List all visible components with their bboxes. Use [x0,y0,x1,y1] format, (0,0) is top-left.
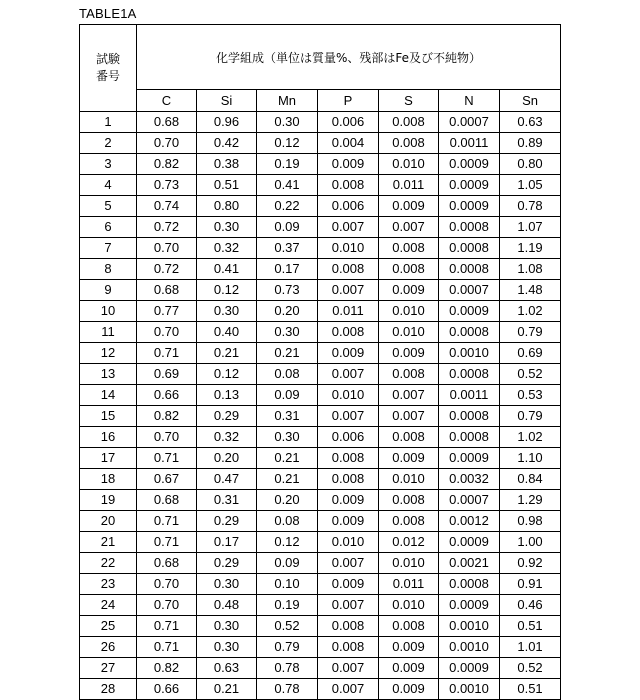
cell-c: 0.70 [137,133,197,154]
cell-mn: 0.22 [257,196,318,217]
cell-n: 0.0021 [439,553,500,574]
cell-trial-number: 10 [80,301,137,322]
cell-trial-number: 14 [80,385,137,406]
cell-si: 0.31 [197,490,257,511]
cell-c: 0.71 [137,448,197,469]
cell-n: 0.0008 [439,322,500,343]
cell-mn: 0.08 [257,364,318,385]
cell-trial-number: 2 [80,133,137,154]
cell-s: 0.008 [379,427,439,448]
cell-mn: 0.10 [257,574,318,595]
table-body [80,112,561,700]
cell-c: 0.82 [137,406,197,427]
table-row [80,679,561,700]
element-header-row [80,90,561,112]
cell-s: 0.009 [379,448,439,469]
table-row [80,322,561,343]
cell-mn: 0.31 [257,406,318,427]
cell-n: 0.0010 [439,343,500,364]
table-row [80,595,561,616]
cell-sn: 1.08 [500,259,561,280]
cell-p: 0.008 [318,259,379,280]
cell-n: 0.0009 [439,175,500,196]
cell-n: 0.0009 [439,154,500,175]
cell-mn: 0.09 [257,553,318,574]
cell-mn: 0.12 [257,532,318,553]
table-row [80,154,561,175]
element-header-p: P [318,90,379,112]
cell-n: 0.0008 [439,217,500,238]
cell-s: 0.008 [379,112,439,133]
cell-s: 0.008 [379,364,439,385]
cell-n: 0.0011 [439,133,500,154]
cell-mn: 0.09 [257,217,318,238]
cell-s: 0.009 [379,280,439,301]
cell-p: 0.008 [318,175,379,196]
cell-c: 0.82 [137,658,197,679]
cell-s: 0.008 [379,238,439,259]
cell-p: 0.006 [318,427,379,448]
cell-trial-number: 5 [80,196,137,217]
cell-mn: 0.21 [257,448,318,469]
cell-s: 0.010 [379,154,439,175]
cell-c: 0.70 [137,322,197,343]
cell-p: 0.008 [318,469,379,490]
cell-mn: 0.12 [257,133,318,154]
cell-si: 0.29 [197,511,257,532]
cell-si: 0.21 [197,343,257,364]
cell-c: 0.77 [137,301,197,322]
element-header-si: Si [197,90,257,112]
cell-c: 0.66 [137,385,197,406]
cell-p: 0.010 [318,385,379,406]
table-row [80,196,561,217]
cell-mn: 0.19 [257,595,318,616]
cell-trial-number: 27 [80,658,137,679]
cell-trial-number: 26 [80,637,137,658]
table-row [80,133,561,154]
cell-trial-number: 13 [80,364,137,385]
cell-n: 0.0009 [439,595,500,616]
cell-sn: 1.29 [500,490,561,511]
cell-p: 0.007 [318,595,379,616]
cell-sn: 1.02 [500,427,561,448]
table-row [80,490,561,511]
cell-sn: 0.84 [500,469,561,490]
cell-sn: 0.89 [500,133,561,154]
cell-n: 0.0008 [439,427,500,448]
cell-sn: 0.79 [500,406,561,427]
cell-p: 0.008 [318,448,379,469]
cell-p: 0.009 [318,511,379,532]
cell-trial-number: 23 [80,574,137,595]
cell-p: 0.006 [318,112,379,133]
cell-c: 0.82 [137,154,197,175]
cell-si: 0.80 [197,196,257,217]
cell-n: 0.0008 [439,574,500,595]
cell-s: 0.010 [379,595,439,616]
cell-mn: 0.37 [257,238,318,259]
table-row [80,469,561,490]
cell-c: 0.72 [137,217,197,238]
cell-si: 0.40 [197,322,257,343]
cell-s: 0.012 [379,532,439,553]
cell-trial-number: 25 [80,616,137,637]
cell-si: 0.48 [197,595,257,616]
cell-mn: 0.08 [257,511,318,532]
element-header-c: C [137,90,197,112]
cell-p: 0.007 [318,406,379,427]
cell-sn: 1.19 [500,238,561,259]
cell-trial-number: 15 [80,406,137,427]
cell-c: 0.71 [137,532,197,553]
cell-mn: 0.30 [257,322,318,343]
cell-c: 0.70 [137,574,197,595]
cell-trial-number: 21 [80,532,137,553]
cell-n: 0.0007 [439,280,500,301]
cell-sn: 0.78 [500,196,561,217]
cell-si: 0.12 [197,280,257,301]
cell-sn: 0.53 [500,385,561,406]
cell-n: 0.0010 [439,637,500,658]
trial-number-header-label: 試験 番号 [96,52,120,83]
cell-si: 0.13 [197,385,257,406]
cell-sn: 0.92 [500,553,561,574]
element-header-s: S [379,90,439,112]
cell-si: 0.30 [197,616,257,637]
cell-s: 0.009 [379,637,439,658]
cell-c: 0.67 [137,469,197,490]
cell-p: 0.007 [318,679,379,700]
table-row [80,448,561,469]
cell-si: 0.30 [197,217,257,238]
cell-n: 0.0008 [439,406,500,427]
table-row [80,511,561,532]
element-header-mn: Mn [257,90,318,112]
element-header-n: N [439,90,500,112]
cell-trial-number: 17 [80,448,137,469]
cell-s: 0.011 [379,574,439,595]
header-row-top [80,25,561,90]
table-caption: TABLE1A [79,6,137,21]
table-row [80,238,561,259]
cell-c: 0.71 [137,616,197,637]
cell-si: 0.30 [197,301,257,322]
cell-si: 0.12 [197,364,257,385]
cell-sn: 0.51 [500,616,561,637]
cell-trial-number: 22 [80,553,137,574]
table-row [80,553,561,574]
cell-trial-number: 8 [80,259,137,280]
cell-si: 0.32 [197,427,257,448]
cell-p: 0.007 [318,553,379,574]
cell-s: 0.010 [379,301,439,322]
cell-mn: 0.41 [257,175,318,196]
cell-mn: 0.21 [257,343,318,364]
cell-s: 0.010 [379,469,439,490]
cell-mn: 0.30 [257,427,318,448]
cell-p: 0.011 [318,301,379,322]
cell-s: 0.009 [379,343,439,364]
table-row [80,532,561,553]
table-row [80,616,561,637]
cell-si: 0.42 [197,133,257,154]
table-row [80,574,561,595]
cell-sn: 0.80 [500,154,561,175]
cell-sn: 1.07 [500,217,561,238]
cell-mn: 0.20 [257,301,318,322]
cell-c: 0.70 [137,238,197,259]
cell-sn: 0.46 [500,595,561,616]
cell-n: 0.0009 [439,448,500,469]
cell-si: 0.51 [197,175,257,196]
cell-si: 0.29 [197,553,257,574]
cell-sn: 0.52 [500,364,561,385]
cell-s: 0.008 [379,259,439,280]
cell-p: 0.010 [318,532,379,553]
cell-si: 0.47 [197,469,257,490]
cell-si: 0.63 [197,658,257,679]
cell-sn: 0.51 [500,679,561,700]
cell-si: 0.32 [197,238,257,259]
cell-n: 0.0007 [439,490,500,511]
cell-mn: 0.78 [257,679,318,700]
cell-n: 0.0012 [439,511,500,532]
table-row [80,658,561,679]
cell-n: 0.0011 [439,385,500,406]
cell-c: 0.68 [137,553,197,574]
cell-trial-number: 11 [80,322,137,343]
cell-p: 0.009 [318,574,379,595]
cell-trial-number: 12 [80,343,137,364]
table-row [80,112,561,133]
cell-n: 0.0009 [439,658,500,679]
cell-s: 0.011 [379,175,439,196]
cell-sn: 0.63 [500,112,561,133]
cell-c: 0.71 [137,343,197,364]
cell-c: 0.68 [137,490,197,511]
cell-trial-number: 20 [80,511,137,532]
cell-p: 0.007 [318,658,379,679]
cell-p: 0.007 [318,280,379,301]
table-row [80,427,561,448]
cell-n: 0.0009 [439,196,500,217]
cell-trial-number: 9 [80,280,137,301]
cell-sn: 1.48 [500,280,561,301]
cell-s: 0.009 [379,679,439,700]
cell-mn: 0.17 [257,259,318,280]
cell-s: 0.007 [379,385,439,406]
cell-mn: 0.52 [257,616,318,637]
cell-c: 0.68 [137,112,197,133]
chemical-composition-table [79,24,561,700]
cell-sn: 0.52 [500,658,561,679]
cell-si: 0.20 [197,448,257,469]
cell-p: 0.010 [318,238,379,259]
cell-c: 0.74 [137,196,197,217]
cell-s: 0.008 [379,511,439,532]
cell-mn: 0.78 [257,658,318,679]
trial-number-header [80,25,137,112]
table-row [80,385,561,406]
cell-trial-number: 7 [80,238,137,259]
cell-trial-number: 3 [80,154,137,175]
cell-n: 0.0032 [439,469,500,490]
cell-s: 0.008 [379,133,439,154]
cell-p: 0.007 [318,217,379,238]
table-row [80,259,561,280]
cell-mn: 0.19 [257,154,318,175]
cell-mn: 0.30 [257,112,318,133]
cell-mn: 0.20 [257,490,318,511]
table-row [80,364,561,385]
cell-sn: 1.05 [500,175,561,196]
cell-mn: 0.79 [257,637,318,658]
cell-trial-number: 6 [80,217,137,238]
cell-n: 0.0008 [439,238,500,259]
cell-sn: 1.00 [500,532,561,553]
cell-p: 0.009 [318,343,379,364]
cell-trial-number: 19 [80,490,137,511]
cell-si: 0.30 [197,574,257,595]
cell-c: 0.66 [137,679,197,700]
cell-sn: 0.79 [500,322,561,343]
cell-sn: 0.69 [500,343,561,364]
cell-c: 0.70 [137,595,197,616]
cell-sn: 1.10 [500,448,561,469]
cell-p: 0.008 [318,322,379,343]
table-row [80,175,561,196]
cell-trial-number: 16 [80,427,137,448]
cell-s: 0.008 [379,616,439,637]
cell-c: 0.68 [137,280,197,301]
cell-c: 0.70 [137,427,197,448]
element-header-sn: Sn [500,90,561,112]
cell-sn: 1.01 [500,637,561,658]
cell-n: 0.0009 [439,532,500,553]
cell-p: 0.008 [318,637,379,658]
cell-si: 0.21 [197,679,257,700]
cell-c: 0.72 [137,259,197,280]
table-row [80,343,561,364]
cell-trial-number: 18 [80,469,137,490]
cell-c: 0.69 [137,364,197,385]
cell-mn: 0.09 [257,385,318,406]
cell-c: 0.71 [137,637,197,658]
cell-p: 0.009 [318,154,379,175]
cell-si: 0.41 [197,259,257,280]
cell-trial-number: 24 [80,595,137,616]
cell-si: 0.29 [197,406,257,427]
cell-s: 0.009 [379,196,439,217]
table-row [80,217,561,238]
cell-c: 0.71 [137,511,197,532]
cell-mn: 0.73 [257,280,318,301]
cell-sn: 0.98 [500,511,561,532]
cell-s: 0.010 [379,553,439,574]
cell-sn: 1.02 [500,301,561,322]
cell-p: 0.009 [318,490,379,511]
cell-s: 0.008 [379,490,439,511]
cell-p: 0.007 [318,364,379,385]
cell-p: 0.006 [318,196,379,217]
cell-n: 0.0010 [439,679,500,700]
cell-n: 0.0007 [439,112,500,133]
cell-p: 0.004 [318,133,379,154]
cell-si: 0.38 [197,154,257,175]
cell-n: 0.0008 [439,364,500,385]
table-row [80,406,561,427]
cell-n: 0.0009 [439,301,500,322]
cell-trial-number: 4 [80,175,137,196]
cell-p: 0.008 [318,616,379,637]
cell-trial-number: 28 [80,679,137,700]
cell-sn: 0.91 [500,574,561,595]
cell-si: 0.96 [197,112,257,133]
cell-si: 0.30 [197,637,257,658]
cell-s: 0.010 [379,322,439,343]
table-row [80,280,561,301]
composition-header: 化学組成（単位は質量%、残部はFe及び不純物） [137,25,561,90]
cell-s: 0.007 [379,406,439,427]
cell-s: 0.009 [379,658,439,679]
cell-c: 0.73 [137,175,197,196]
cell-s: 0.007 [379,217,439,238]
table-row [80,301,561,322]
cell-mn: 0.21 [257,469,318,490]
cell-trial-number: 1 [80,112,137,133]
cell-n: 0.0008 [439,259,500,280]
cell-si: 0.17 [197,532,257,553]
cell-n: 0.0010 [439,616,500,637]
